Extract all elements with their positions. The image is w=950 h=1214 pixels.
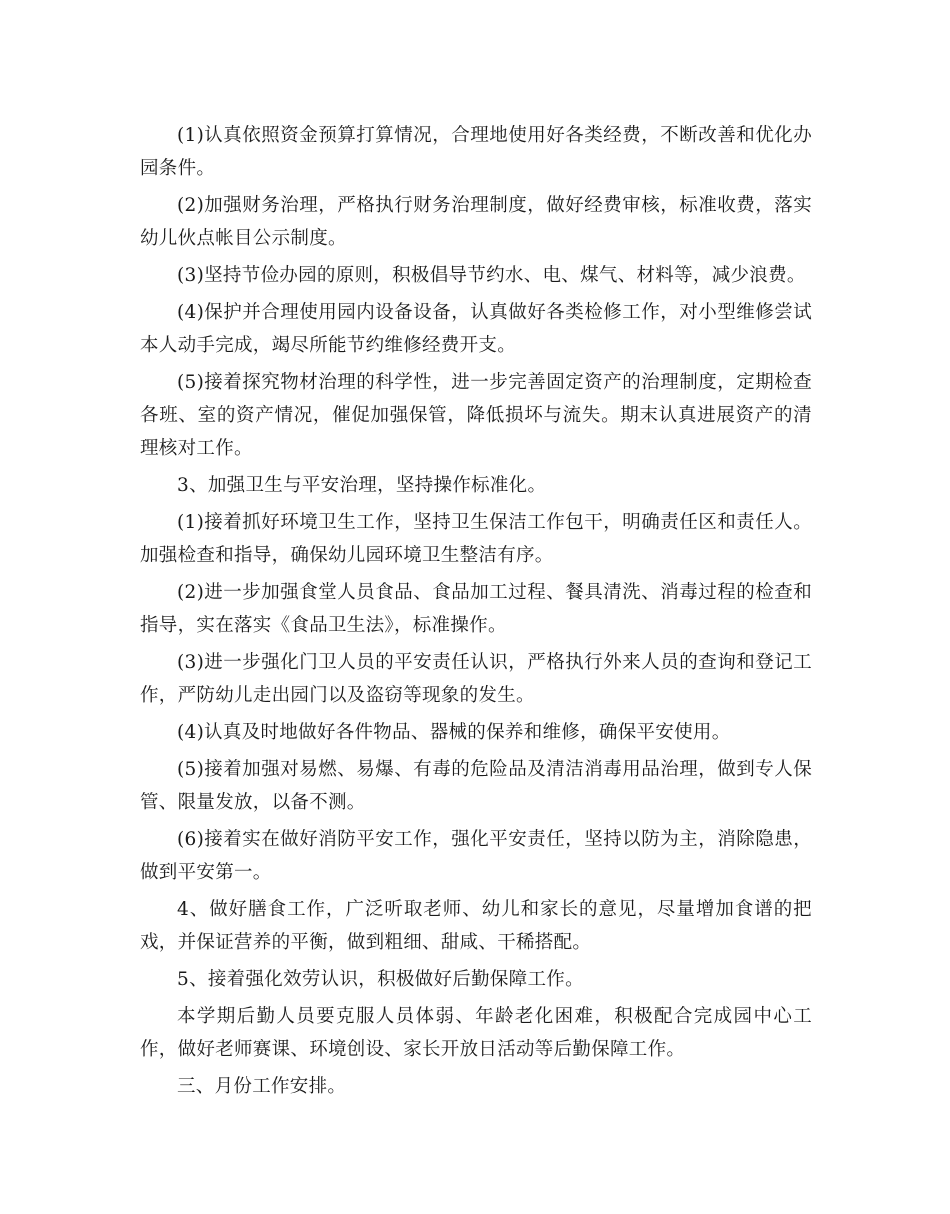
paragraph-safety-4: (4)认真及时地做好各件物品、器械的保养和维修，确保平安使用。 [177,722,731,743]
section-heading-monthly-plan: 三、月份工作安排。 [177,1076,347,1097]
paragraph-safety-2: (2)进一步加强食堂人员食品、食品加工过程、餐具清洗、消毒过程的检查和指导，实在落实《食品卫生法》，标准操作。 [140,582,812,636]
paragraph-service-1: 本学期后勤人员要克服人员体弱、年龄老化困难，积极配合完成园中心工作，做好老师赛课、环境创设、家长开放日活动等后勤保障工作。 [140,1006,812,1060]
paragraph-finance-5: (5)接着探究物材治理的科学性，进一步完善固定资产的治理制度，定期检查各班、室的资产情况，催促加强保管，降低损坏与流失。期末认真进展资产的清理核对工作。 [140,372,812,459]
paragraph-finance-4: (4)保护并合理使用园内设备设备，认真做好各类检修工作，对小型维修尝试本人动手完成，竭尽所能节约维修经费开支。 [140,302,812,356]
paragraph-finance-2: (2)加强财务治理，严格执行财务治理制度，做好经费审核，标准收费，落实幼儿伙点帐目公示制度。 [140,195,812,249]
paragraph-safety-5: (5)接着加强对易燃、易爆、有毒的危险品及清洁消毒用品治理，做到专人保管、限量发放，以备不测。 [140,759,812,813]
paragraph-finance-1: (1)认真依照资金预算打算情况，合理地使用好各类经费，不断改善和优化办园条件。 [140,125,812,179]
document-body [140,119,812,1107]
section-heading-hygiene-safety: 3、加强卫生与平安治理，坚持操作标准化。 [177,475,547,496]
paragraph-finance-3: (3)坚持节俭办园的原则，积极倡导节约水、电、煤气、材料等，减少浪费。 [177,265,806,286]
section-heading-service: 5、接着强化效劳认识，积极做好后勤保障工作。 [177,969,584,990]
paragraph-safety-3: (3)进一步强化门卫人员的平安责任认识，严格执行外来人员的查询和登记工作，严防幼儿走出园门以及盗窃等现象的发生。 [140,652,812,706]
paragraph-safety-1: (1)接着抓好环境卫生工作，坚持卫生保洁工作包干，明确责任区和责任人。加强检查和指导，确保幼儿园环境卫生整洁有序。 [140,512,812,566]
paragraph-safety-6: (6)接着实在做好消防平安工作，强化平安责任，坚持以防为主，消除隐患，做到平安第一。 [140,829,812,883]
section-heading-meals: 4、做好膳食工作，广泛听取老师、幼儿和家长的意见，尽量增加食谱的把戏，并保证营养的平衡，做到粗细、甜咸、干稀搭配。 [140,899,812,953]
